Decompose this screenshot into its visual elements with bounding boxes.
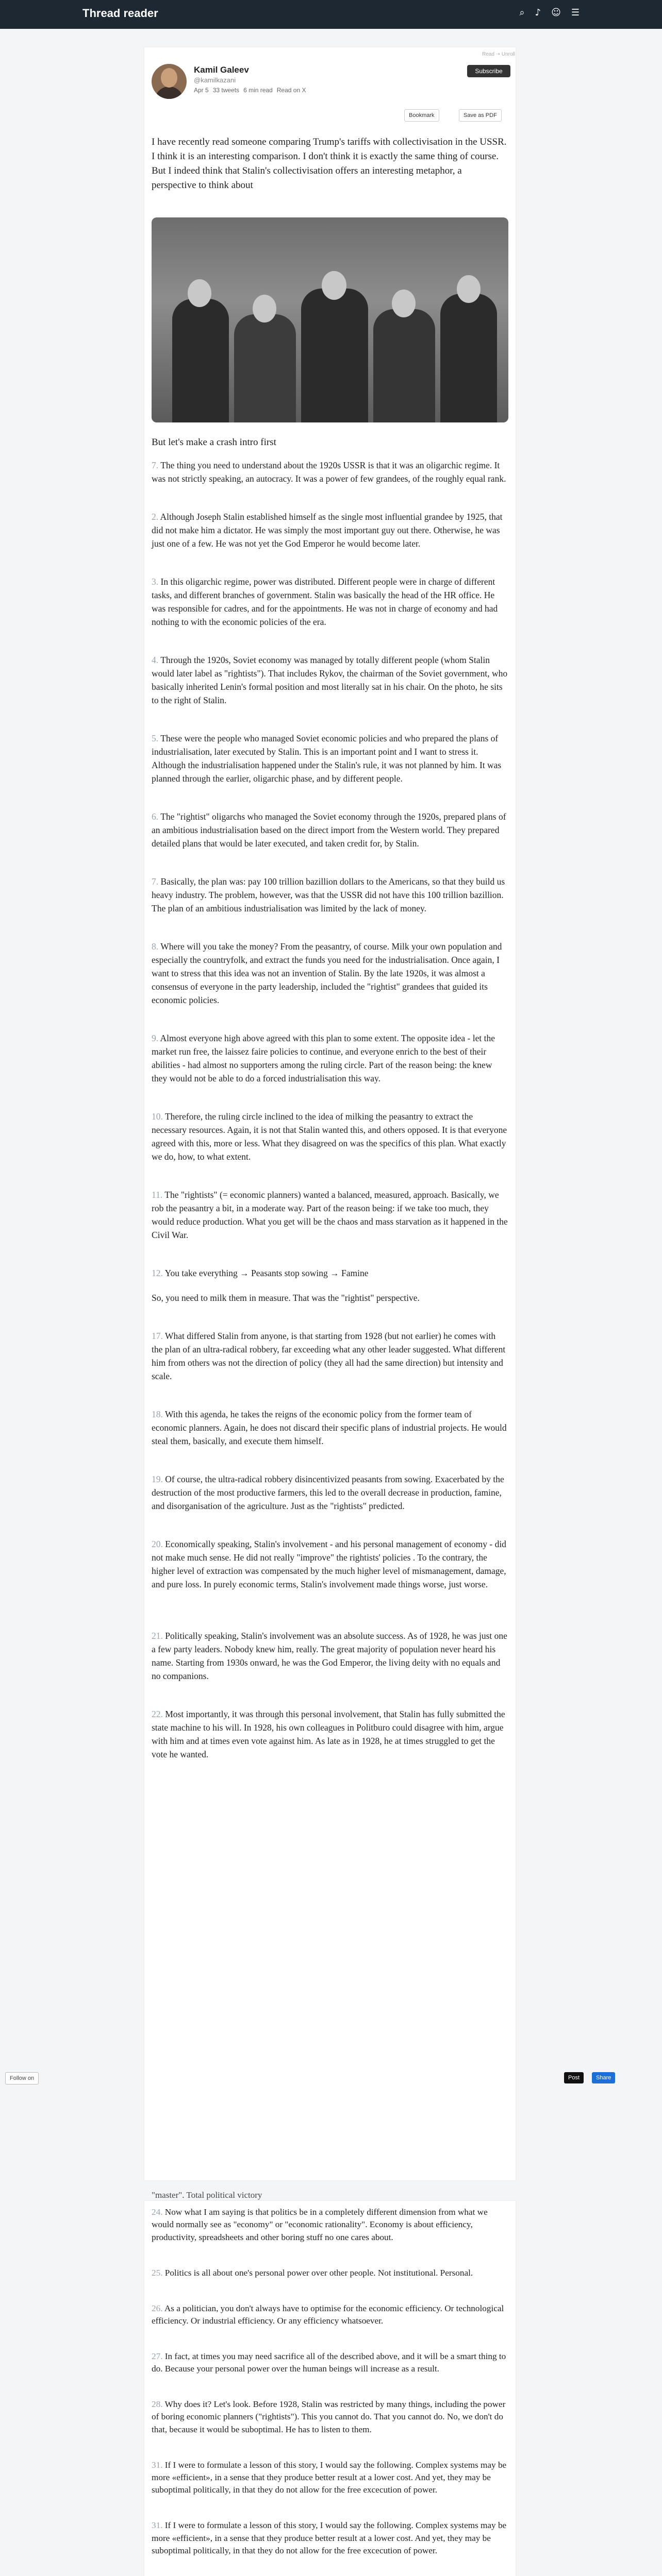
side-share-button[interactable]: Share: [592, 2072, 615, 2083]
tweet-number: 3.: [152, 577, 159, 587]
tweet-text: Although Joseph Stalin established himself as the single most influential grandee by 1925, that did not make him a dictator. He was simply the most important guy out there. Otherwise, he was just one of a few. He was not yet the God Emperor he would become later.: [152, 512, 503, 549]
tweet-item: [152, 1408, 508, 1448]
unroll-link[interactable]: Read ➝ Unroll: [482, 52, 515, 57]
tweet-text: Basically, the plan was: pay 100 trillion bazillion dollars to the Americans, so that they build us heavy industry. The problem, however, was that the USSR did not have this 100 trillion bazillion. The plan of an ambitious industrialisation was limited by the lack of money.: [152, 876, 505, 913]
tweet-text: You take everything → Peasants stop sowing → Famine: [164, 1268, 369, 1278]
tweet-number: 5.: [152, 733, 159, 743]
tweet-text: As a politician, you don't always have to optimise for the economic efficiency. Or technological efficiency. Or industrial efficiency. Or any efficiency whatsoever.: [152, 2303, 504, 2326]
tweet-text: Almost everyone high above agreed with this plan to some extent. The opposite idea - let the market run free, the laissez faire policies to continue, and everyone enrich to the best of their abilities - had almost no supporters among the ruling circle. Part of the reason being: the knew they would not be able to do a forced industrialisation this way.: [152, 1033, 495, 1083]
top-icons: [520, 7, 580, 18]
tweet-item: [152, 940, 508, 1007]
tweet-item: [152, 1537, 508, 1591]
tweet-text: If I were to formulate a lesson of this story, I would say the following. Complex systems may be more «efficient», in a sense that they produce better result at a lower cost. And yet, they may be suboptimal politically, in that they do not allow for the free excecution of power.: [152, 2460, 507, 2495]
user-icon[interactable]: ☺: [551, 7, 561, 18]
tweet-text: Economically speaking, Stalin's involvement - and his personal management of economy - did not make much sense. He did not really "improve" the rightists' policies . To the contrary, the higher level of extraction was compensated by the much higher level of mismanagement, damage, and pure loss. In purely economic terms, Stalin's involvement made things worse, just worse.: [152, 1539, 506, 1589]
tweet-text: Politics is all about one's personal power over other people. Not institutional. Personal.: [164, 2267, 473, 2278]
bookmark-button[interactable]: Bookmark: [404, 109, 439, 122]
tweet-item: [152, 1707, 508, 1761]
tweet-number: 8.: [152, 941, 159, 952]
tweet-text: If I were to formulate a lesson of this story, I would say the following. Complex systems may be more «efficient», in a sense that they produce better result at a lower cost. And yet, they may be suboptimal politically, in that they do not allow for the free excecution of power.: [152, 2520, 507, 2555]
avatar[interactable]: [152, 64, 187, 99]
tweet-item: [152, 1329, 508, 1383]
thread-intro: I have recently read someone comparing Trump's tariffs with collectivisation in the USSR. I think it is an interesting comparison. I don't think it is exactly the same thing of course. But I indeed think that Stalin's collectivisation offers an interesting metaphor, a perspective to think about: [152, 137, 507, 191]
tweet-item: [152, 575, 508, 629]
tweet-item: [152, 1291, 508, 1304]
tweet-number: 11.: [152, 1190, 163, 1200]
author-meta: [194, 87, 306, 94]
tweet-number: 28.: [152, 2399, 163, 2410]
tweet-text: With this agenda, he takes the reigns of the economic policy from the former team of economic planners. Again, he does not discard their specific plans of industrial projects. He would steal them, basically, and execute them himself.: [152, 1409, 507, 1446]
follow-on-x-button[interactable]: Follow on: [5, 2072, 39, 2084]
tweet-number: 24.: [152, 2207, 163, 2217]
tweet-text: In fact, at times you may need sacrifice all of the described above, and it will be a smart thing to do. Because your personal power over the human beings will increase as a result.: [152, 2351, 506, 2374]
tweet-item: [152, 653, 508, 707]
tweet-item: [152, 1110, 508, 1163]
tweet-number: 18.: [152, 1409, 163, 1419]
tweet-number: 25.: [152, 2267, 163, 2278]
tweet-text: Of course, the ultra-radical robbery disincentivized peasants from sowing. Exacerbated by the destruction of the most productive farmers, this led to the overall decrease in production, famine, and disorganisation of the agriculture. Just as the "rightists" predicted.: [152, 1474, 504, 1511]
tweet-number: 2.: [152, 512, 159, 522]
tweet-item: [152, 1472, 508, 1513]
tweet-number: 31.: [152, 2520, 163, 2531]
top-bar: [0, 0, 662, 29]
tweet-count: 33 tweets: [212, 87, 240, 94]
tweet-item: [152, 1629, 508, 1683]
tweet-number: 19.: [152, 1474, 163, 1484]
tweet-item: [152, 1266, 508, 1280]
tweet-number: 27.: [152, 2351, 163, 2361]
tweet-item: [152, 2302, 508, 2328]
author-handle[interactable]: @kamilkazani: [194, 76, 236, 84]
tweet-text: Therefore, the ruling circle inclined to the idea of milking the peasantry to extract the necessary resources. Again, it is not that Stalin wanted this, and others opposed. It is that everyone agreed with this, more or less. What they disagreed on was the specifics of this plan. What exactly we do, how, to what extent.: [152, 1111, 507, 1162]
tweet-text: Where will you take the money? From the peasantry, of course. Milk your own population and especially the countryfolk, and extract the funds you need for the industrialisation. Once again, I want to stress that this idea was not an invention of Stalin. By the late 1920s, it was almost a consensus of everyone in the party leadership, included the "rightist" grandees that guided its economic policies.: [152, 941, 502, 1005]
tweet-number: 7.: [152, 460, 159, 470]
tweet-number: 22.: [152, 1709, 163, 1719]
tweet-text: The "rightists" (= economic planners) wanted a balanced, measured, approach. Basically, we rob the peasantry a bit, in a moderate way. Part of the reason being: if we take too much, they would reduce production. What you get will be the chaos and mass starvation as it happened in the Civil War.: [152, 1190, 508, 1240]
tweet-text: Why does it? Let's look. Before 1928, Stalin was restricted by many things, including the power of boring economic planners ("rightists"). This you cannot do. That you cannot do. No, we don't do that, because it would be suboptimal. He has to listen to them.: [152, 2399, 506, 2434]
tweet-item: [152, 2267, 508, 2279]
tweet-number: 12.: [152, 1268, 163, 1278]
tweet-text: The thing you need to understand about the 1920s USSR is that it was an oligarchic regime. It was not strictly speaking, an autocracy. It was a power of few grandees, of the roughly equal rank.: [152, 460, 506, 484]
tweet-number: 10.: [152, 1111, 163, 1122]
partial-tweet-text: "master". Total political victory: [152, 2190, 262, 2200]
thread-date: Apr 5: [194, 87, 209, 94]
tweet-item: [152, 732, 508, 785]
tweet-item: [152, 2350, 508, 2376]
tweet-text: Through the 1920s, Soviet economy was managed by totally different people (whom Stalin would later label as "rightists"). That includes Rykov, the chairman of the Soviet government, who basically inherited Lenin's formal position and most literally sat in his chair. On the photo, he sits to the right of Stalin.: [152, 655, 508, 705]
tweet-text: The "rightist" oligarchs who managed the Soviet economy through the 1920s, prepared plans of an ambitious industrialisation based on the direct import from the Western world. They prepared detailed plans that would be later executed, and taken credit for, by Stalin.: [152, 811, 506, 849]
tweet-item: [152, 2398, 508, 2436]
side-post-button[interactable]: Post: [564, 2072, 584, 2083]
search-icon[interactable]: ⌕: [519, 7, 525, 18]
tweet-item: [152, 1031, 508, 1085]
tweet-text: These were the people who managed Soviet economic policies and who prepared the plans of industrialisation, later executed by Stalin. This is an important point and I want to stress it. Although the industrialisation happened under the Stalin's rule, it was not planned by him. It was planned through the earlier, oligarchic phase, and by different people.: [152, 733, 502, 784]
subscribe-button[interactable]: Subscribe: [467, 65, 510, 77]
tweet-text: Politically speaking, Stalin's involvement was an absolute success. As of 1928, he was just one a few party leaders. Nobody knew him, really. The great majority of population never heard his name. Starting from 1930s onward, he was the God Emperor, the living deity with no equals and no companions.: [152, 1631, 507, 1681]
tweet-item: [152, 1188, 508, 1242]
tweet-item: [152, 2206, 508, 2244]
tweet-item: [152, 510, 508, 550]
tweet-number: 31.: [152, 2460, 163, 2470]
menu-icon[interactable]: ☰: [571, 7, 580, 18]
tweet-number: 17.: [152, 1331, 163, 1341]
tweet-text: In this oligarchic regime, power was distributed. Different people were in charge of different tasks, and different branches of government. Stalin was basically the head of the HR office. He was responsible for cadres, and for the appointments. He was not in charge of economy and had nothing to with the economic policies of the era.: [152, 577, 498, 627]
tweet-number: 7.: [152, 876, 159, 887]
read-on-x-link[interactable]: Read on X: [276, 87, 306, 94]
tweet-text: Most importantly, it was through this personal involvement, that Stalin has fully submitted the state machine to his will. In 1928, his own colleagues in Politburo could disagree with him, argue with him and at times even vote against him. As late as in 1928, he at times struggled to get the vote he wanted.: [152, 1709, 505, 1759]
tweet-number: 20.: [152, 1539, 163, 1549]
bell-icon[interactable]: ♪: [535, 7, 541, 18]
tweet-item: [152, 459, 508, 485]
read-time: 6 min read: [243, 87, 273, 94]
tweet-text: What differed Stalin from anyone, is that starting from 1928 (but not earlier) he comes with the plan of an ultra-radical robbery, far exceeding what any other leader suggested. What different him from others was not the direction of policy (they all had the same direction) but intensity and scale.: [152, 1331, 506, 1381]
tweet-number: 21.: [152, 1631, 163, 1641]
author-name[interactable]: Kamil Galeev: [194, 65, 249, 75]
save-pdf-button[interactable]: Save as PDF: [459, 109, 502, 122]
tweet-item: [152, 810, 508, 850]
crash-intro: But let's make a crash intro first: [152, 437, 276, 448]
tweet-number: 6.: [152, 811, 159, 822]
historical-photo: [152, 217, 508, 422]
tweet-number: 26.: [152, 2303, 163, 2313]
tweet-number: 4.: [152, 655, 159, 665]
tweet-item: [152, 875, 508, 915]
tweet-item: [152, 2459, 508, 2497]
tweet-number: 9.: [152, 1033, 159, 1043]
tweet-item: [152, 2519, 508, 2557]
tweet-text: So, you need to milk them in measure. That was the "rightist" perspective.: [152, 1293, 420, 1303]
tweet-text: Now what I am saying is that politics be in a completely different dimension from what we would normally see as "economy" or "economic rationality". Economy is about efficiency, productivity, spreadsheets and other boring stuff no one cares about.: [152, 2207, 488, 2242]
brand-logo[interactable]: Thread reader: [82, 7, 158, 20]
